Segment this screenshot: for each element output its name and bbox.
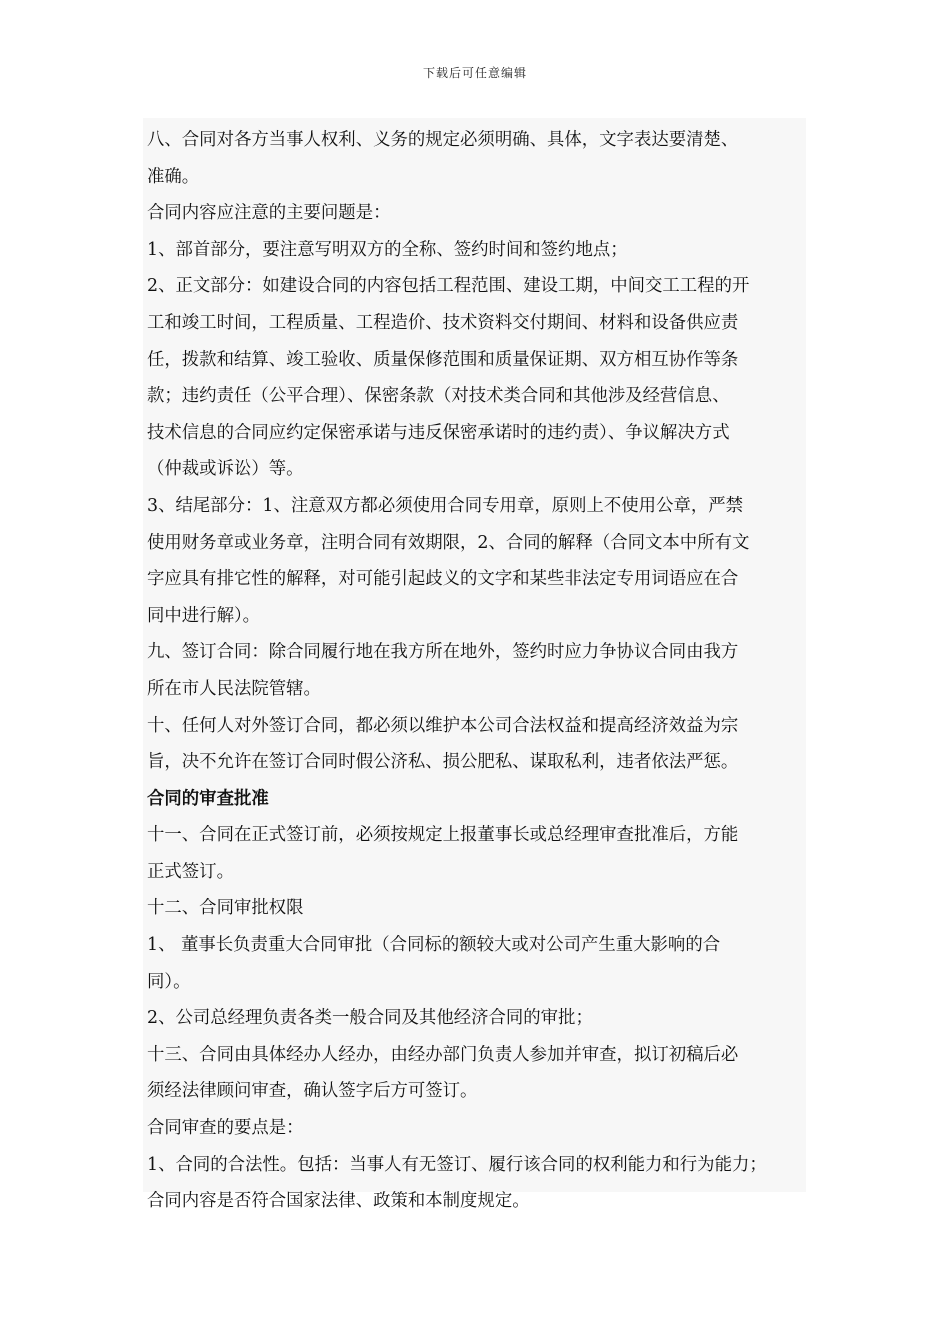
paragraph-line: 同中进行解）。	[147, 605, 261, 626]
paragraph-line: 合同审查的要点是：	[147, 1118, 304, 1139]
paragraph-line: 2、公司总经理负责各类一般合同及其他经济合同的审批；	[147, 1008, 593, 1029]
paragraph-line: 十二、合同审批权限	[147, 898, 304, 919]
paragraph-line: 十三、合同由具体经办人经办，由经办部门负责人参加并审查，拟订初稿后必	[147, 1044, 739, 1065]
paragraph-line: 八、合同对各方当事人权利、义务的规定必须明确、具体，文字表达要清楚、	[147, 130, 739, 150]
paragraph-line: 工和竣工时间，工程质量、工程造价、技术资料交付期间、材料和设备供应责	[147, 312, 739, 333]
paragraph-line: 2、正文部分：如建设合同的内容包括工程范围、建设工期，中间交工工程的开	[147, 276, 750, 297]
paragraph-line: 1、 董事长负责重大合同审批（合同标的额较大或对公司产生重大影响的合	[147, 935, 721, 956]
paragraph-line: 同）。	[147, 971, 191, 992]
paragraph-line: 合同内容应注意的主要问题是：	[147, 203, 391, 224]
paragraph-line: 十一、合同在正式签订前，必须按规定上报董事长或总经理审查批准后，方能	[147, 825, 739, 846]
paragraph-line: 技术信息的合同应约定保密承诺与违反保密承诺时的违约责）、争议解决方式	[147, 422, 730, 443]
paragraph-line: 九、签订合同：除合同履行地在我方所在地外，签约时应力争协议合同由我方	[147, 642, 739, 663]
paragraph-line: 1、部首部分，要注意写明双方的全称、签约时间和签约地点；	[147, 239, 628, 260]
paragraph-line: 1、合同的合法性。包括：当事人有无签订、履行该合同的权利能力和行为能力；	[147, 1154, 767, 1175]
page-header: 下载后可任意编辑	[422, 66, 527, 80]
paragraph-line: 正式签订。	[147, 861, 234, 882]
paragraph-line: 款；违约责任（公平合理）、保密条款（对技术类合同和其他涉及经营信息、	[147, 386, 730, 407]
document-body	[143, 118, 806, 1212]
paragraph-line: 字应具有排它性的解释，对可能引起歧义的文字和某些非法定专用词语应在合	[147, 569, 739, 590]
paragraph-line: 3、结尾部分：1、注意双方都必须使用合同专用章，原则上不使用公章，严禁	[147, 495, 744, 516]
section-heading: 合同的审查批准	[147, 788, 269, 809]
paragraph-line: 十、任何人对外签订合同，都必须以维护本公司合法权益和提高经济效益为宗	[147, 715, 739, 736]
paragraph-line: 旨，决不允许在签订合同时假公济私、损公肥私、谋取私利，违者依法严惩。	[147, 752, 739, 773]
paragraph-line: （仲裁或诉讼）等。	[147, 459, 304, 480]
paragraph-line: 所在市人民法院管辖。	[147, 678, 321, 699]
paragraph-line: 合同内容是否符合国家法律、政策和本制度规定。	[147, 1191, 530, 1212]
paragraph-line: 准确。	[147, 166, 200, 187]
paragraph-line: 任，拨款和结算、竣工验收、质量保修范围和质量保证期、双方相互协作等条	[147, 349, 739, 370]
paragraph-line: 须经法律顾问审查，确认签字后方可签订。	[147, 1081, 478, 1102]
paragraph-line: 使用财务章或业务章，注明合同有效期限，2、合同的解释（合同文本中所有文	[147, 532, 750, 553]
